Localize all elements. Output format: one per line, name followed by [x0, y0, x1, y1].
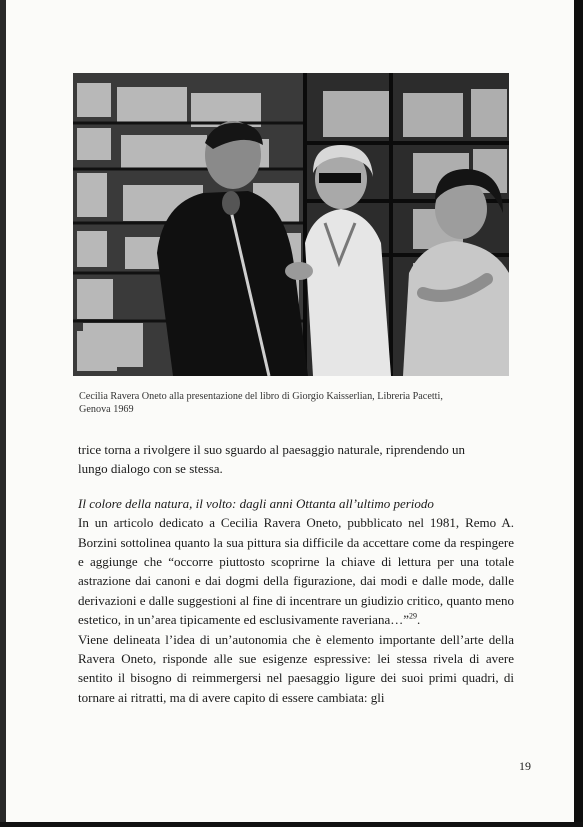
footnote-ref: 29: [408, 611, 417, 621]
book-spine: [574, 0, 583, 827]
intro-line: lungo dialogo con se stessa.: [78, 461, 223, 477]
paragraph-text: In un articolo dedicato a Cecilia Ravera Oneto, pubblicato nel 1981, Remo A. Borzini sottolinea quanto la sua pittura sia difficile da accettare come da respingere e aggiunge che “occorre piuttosto scoprirne la chiave di lettura per una totale astrazione dai canoni e dai dogmi della figurazione, dai modi e dalle mode, dalle derivazioni e dalle suggestioni al fine di incentrare un giudizio critico, quanto meno estetico, in un’area tipicamente ed esclusivamente raveriana…”: [78, 515, 514, 628]
photograph: [73, 73, 509, 376]
intro-line: trice torna a rivolgere il suo sguardo al paesaggio naturale, riprendendo un: [78, 442, 465, 457]
section-heading: Il colore della natura, il volto: dagli anni Ottanta all’ultimo periodo: [78, 495, 434, 511]
intro-paragraph: [78, 440, 514, 479]
photo-caption: [79, 390, 519, 416]
paragraph-end: .: [416, 612, 421, 628]
scan-border: [0, 822, 583, 827]
caption-line: Genova 1969: [79, 404, 134, 415]
paragraph: [78, 513, 514, 629]
paragraph: Viene delineata l’idea di un’autonomia che è elemento importante dell’arte della Ravera Oneto, risponde alle sue esigenze espressive: lei stessa rivela di avere sentito il bisogno di reimmergersi nel paesaggio ligure dei suoi primi quadri, di tornare ai ritratti, ma di avere capito di essere cambiata: gli: [78, 631, 514, 705]
document-page: [6, 0, 574, 822]
photograph-icon: [73, 73, 509, 376]
caption-line: Cecilia Ravera Oneto alla presentazione del libro di Giorgio Kaisserlian, Libreria Pacetti,: [79, 391, 443, 402]
page-number: 19: [519, 759, 531, 773]
body-text: [78, 440, 514, 707]
